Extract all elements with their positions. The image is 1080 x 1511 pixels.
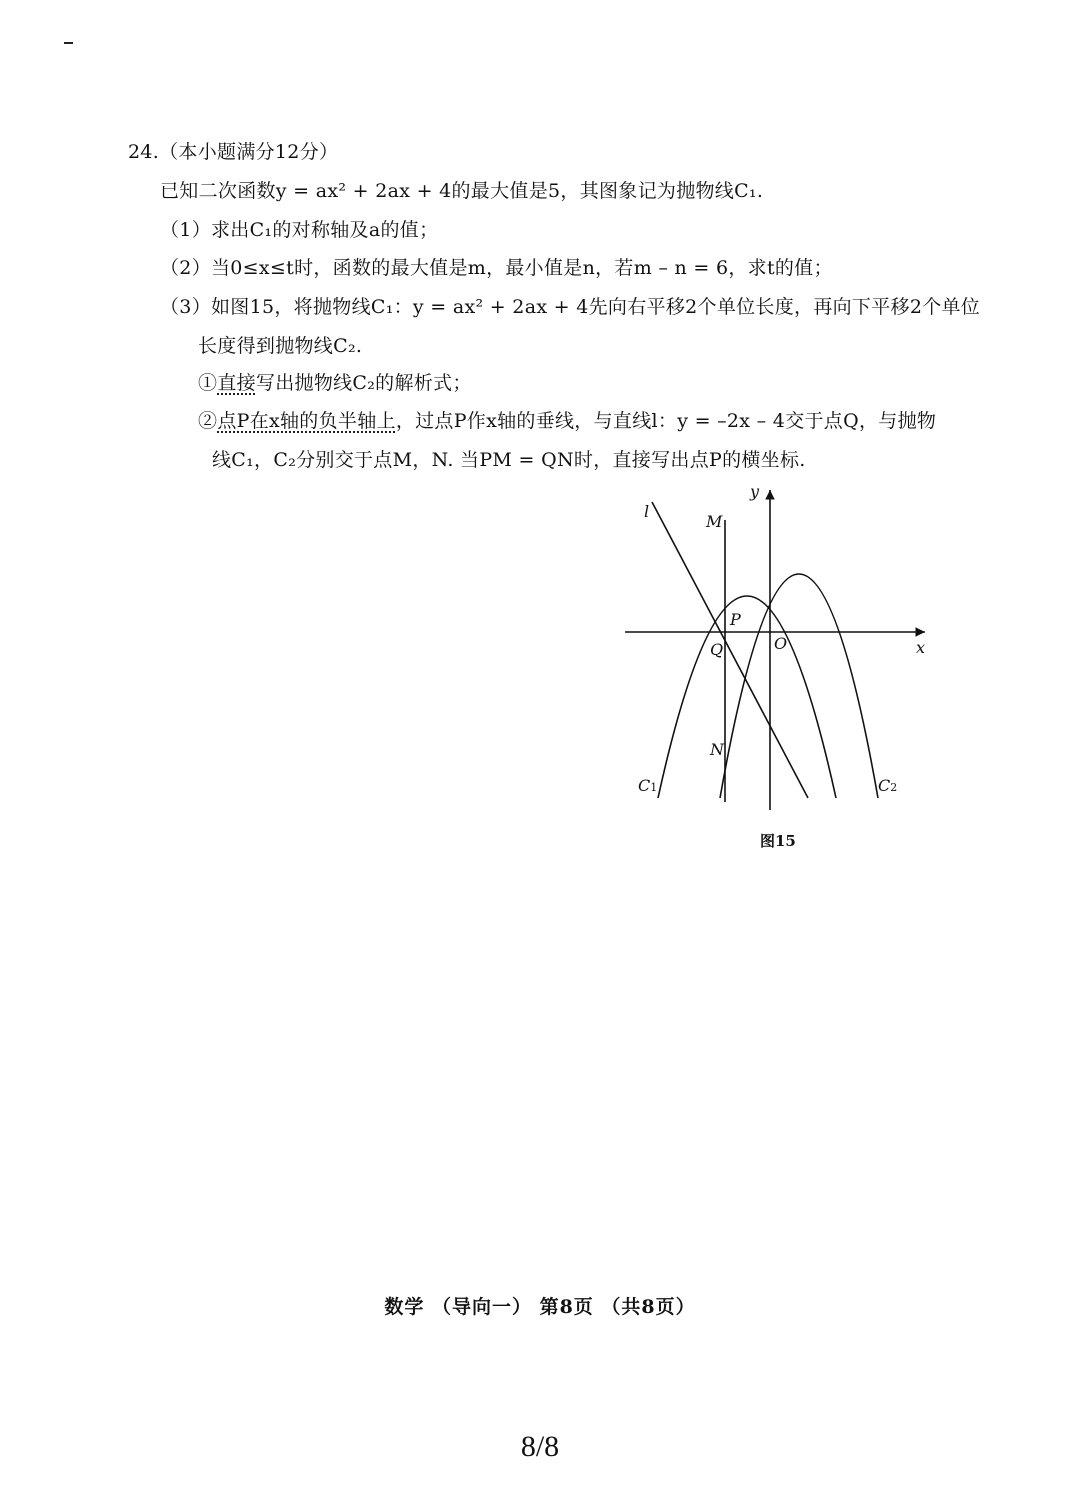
sub-question-2-text: ，过点P作x轴的垂线，与直线l：y = –2x – 4交于点Q，与抛物	[395, 410, 937, 432]
label-c2: C2	[878, 776, 898, 795]
sub-question-2-emphasis: 点P在x轴的负半轴上	[217, 410, 396, 432]
figure-15	[620, 480, 940, 810]
sub-question-2-prefix: ②	[198, 410, 218, 432]
sub-question-1	[198, 368, 472, 395]
label-n: N	[710, 740, 724, 759]
corner-mark	[64, 42, 73, 44]
part-2: （2）当0≤x≤t时，函数的最大值是m，最小值是n，若m – n = 6，求t的值；	[160, 257, 833, 279]
label-q: Q	[710, 640, 724, 659]
label-c1: C1	[638, 776, 658, 795]
label-x: x	[916, 638, 926, 657]
question-stem: 已知二次函数y = ax² + 2ax + 4的最大值是5，其图象记为抛物线C₁.	[160, 180, 764, 202]
question-header: 24.（本小题满分12分）	[128, 141, 339, 163]
label-l: l	[644, 502, 650, 521]
part-3-line-1: （3）如图15，将抛物线C₁：y = ax² + 2ax + 4先向右平移2个单位长度，再向下平移2个单位	[160, 296, 981, 318]
parabola-c1	[658, 596, 836, 798]
part-3-line-2: 长度得到抛物线C₂.	[198, 335, 363, 357]
part-1: （1）求出C₁的对称轴及a的值；	[160, 219, 439, 241]
sub-question-1-prefix: ①	[198, 372, 218, 394]
parabola-c2	[720, 574, 878, 798]
sub-question-1-emphasis: 直接	[217, 372, 256, 394]
figure-caption: 图15	[760, 832, 796, 850]
label-p: P	[730, 610, 741, 629]
page-footer: 数学 （导向一） 第8页 （共8页）	[384, 1296, 696, 1318]
sub-question-1-text: 写出抛物线C₂的解析式；	[255, 372, 472, 394]
label-origin: O	[774, 634, 788, 653]
page-number: 8/8	[520, 1430, 560, 1463]
sub-question-2-line-2: 线C₁，C₂分别交于点M，N. 当PM = QN时，直接写出点P的横坐标.	[212, 449, 806, 471]
label-y: y	[750, 482, 760, 501]
label-m: M	[706, 512, 723, 531]
sub-question-2	[198, 406, 936, 433]
